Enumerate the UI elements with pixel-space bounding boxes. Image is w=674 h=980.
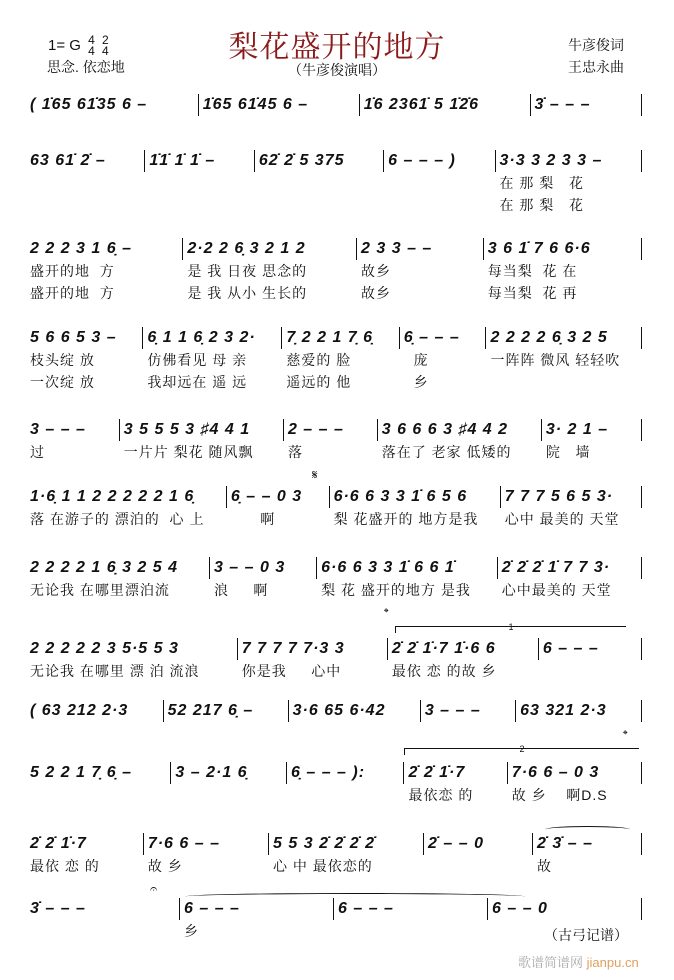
measure: [508, 762, 642, 806]
lyric-line: 心中 最美的 天堂: [504, 511, 620, 527]
lyric-line: [384, 194, 495, 216]
measure: [164, 700, 289, 722]
lyric-line: 落: [287, 444, 303, 460]
volta-bracket-1: [395, 622, 626, 633]
lyric-line: 最依恋 的: [408, 787, 474, 803]
lyric-line: 我却远在 遥 远: [147, 374, 248, 390]
measure: [30, 762, 171, 806]
measure-notes: 2̇ 2̇ 1̇·7: [404, 762, 507, 784]
measure: [289, 700, 421, 722]
lyric-line: [424, 855, 533, 877]
lyric-line: [539, 660, 642, 682]
measure-notes: 6̣ – – 0 3: [227, 486, 330, 508]
measure: [269, 833, 424, 877]
measure-notes: 7 7 7 7 7·3 3: [238, 638, 388, 660]
measure-notes: 1̇65 61̇45 6 –: [199, 94, 360, 116]
lyric-line: [145, 172, 254, 194]
measure: [30, 486, 227, 530]
measure-notes: 2̇ 2̇ 2̇ 1̇ 7 7 3·: [498, 557, 642, 579]
measure-notes: 7 7 7 5 6 5 3·: [501, 486, 642, 508]
score-row: [30, 762, 642, 806]
measure: [516, 700, 642, 722]
measure-notes: 3 6 6 6 3 ♯4 4 2: [378, 419, 542, 441]
lyric-line: 庞: [403, 352, 429, 368]
lyric-line: 浪 啊: [213, 582, 269, 598]
measure: [486, 327, 642, 393]
lyric-line: 心 中 最依恋的: [273, 858, 373, 874]
lyric-line: 仿佛看见 母 亲: [147, 352, 248, 368]
measure: [30, 638, 238, 682]
measure-notes: 3 – – 0 3: [210, 557, 317, 579]
song-title: 梨花盛开的地方: [228, 30, 446, 65]
measure-notes: 2·2 2 6̣ 3 2 1 2: [183, 238, 357, 260]
lyric-line: 无论我 在哪里 漂 泊 流浪: [30, 663, 200, 679]
time-signature-2-4: [102, 35, 109, 57]
measure-notes: 2̇ 2̇ 1̇·7 1̇·6 6: [388, 638, 539, 660]
lyric-line: 故 乡 啊D.S: [511, 787, 608, 803]
lyric-line: [30, 920, 180, 942]
measure: [210, 557, 317, 601]
key-signature: [48, 35, 109, 57]
measure-notes: 6·6 6 3 3 1̇ 6 6 1̇: [317, 557, 498, 579]
lyric-line: 一次绽 放: [30, 374, 95, 390]
measure: [30, 327, 143, 393]
measure-notes: 1̇6 2361̇ 5 1̇2̇6: [360, 94, 531, 116]
measure-notes: 3·3 3 2 3 3 –: [496, 150, 643, 172]
measure: [30, 419, 120, 463]
time-num: 2: [101, 33, 109, 47]
measure: [120, 419, 284, 463]
watermark-text: 歌谱简谱网: [518, 955, 584, 970]
measure-notes: 3 5 5 5 3 ♯4 4 1: [120, 419, 284, 441]
measure: [496, 150, 643, 216]
measure-notes: 3 – – –: [30, 419, 120, 441]
measure-notes: 62̇ 2̇ 5 375: [255, 150, 384, 172]
measure: [400, 327, 487, 393]
volta-bracket-2: [404, 744, 639, 755]
measure: [171, 762, 287, 806]
lyric-line: 落 在游子的 漂泊的 心 上: [30, 511, 205, 527]
lyric-line: 你是我 心中: [241, 663, 342, 679]
measure-notes: 3 6 1̇ 7 6 6·6: [484, 238, 642, 260]
coda-icon: 𝄌: [623, 727, 628, 742]
time-den: 4: [101, 44, 109, 58]
measure: [360, 94, 531, 116]
segno-icon: 𝄋: [312, 467, 318, 482]
score-row: [30, 419, 642, 463]
lyric-line: 最依 恋 的故 乡: [391, 663, 497, 679]
measure: [255, 150, 384, 216]
lyric-line: [30, 172, 145, 194]
score-row: [30, 150, 642, 216]
measure-notes: 6̣ 1 1 6̣ 2 3 2·: [143, 327, 282, 349]
score-row: [30, 833, 642, 877]
measure-notes: 2 3 3 – –: [357, 238, 484, 260]
score-row: [30, 486, 642, 530]
measure-notes: 1·6̣ 1 1 2 2 2 2 2 1 6̣: [30, 486, 227, 508]
measure-notes: 2̇ 3̇ – –: [533, 833, 642, 855]
measure: [145, 150, 254, 216]
measure: [384, 150, 495, 216]
lyric-line: 故: [537, 858, 553, 874]
lyric-line: 在 那 梨 花: [499, 175, 584, 191]
measure-notes: 3· 2 1 –: [542, 419, 642, 441]
measure: [284, 419, 378, 463]
measure-notes: 3 – – –: [421, 700, 516, 722]
measure-notes: 6 – – –: [334, 898, 488, 920]
measure: [183, 238, 357, 304]
lyric-line: [334, 920, 488, 942]
measure-notes: 2 2 2 2 2 3 5·5 5 3: [30, 638, 238, 660]
lyric-line: 心中最美的 天堂: [501, 582, 612, 598]
composer-credit: 王忠永曲: [568, 59, 624, 75]
measure-notes: 2 2 2 3 1 6̣ –: [30, 238, 183, 260]
measure: [199, 94, 360, 116]
measure-notes: ( 1̇65 61̇35 6 –: [30, 94, 199, 116]
measure-notes: 3̇ – – –: [531, 94, 642, 116]
volta-number: 1: [508, 622, 514, 632]
measure-notes: 5 6 6 5 3 –: [30, 327, 143, 349]
lyric-line: [30, 194, 145, 216]
lyric-line: 慈爱的 脸: [286, 352, 352, 368]
measure-notes: 7·6 6 – 0 3: [508, 762, 642, 784]
measure: [531, 94, 642, 116]
volta-number: 2: [519, 744, 525, 754]
lyric-line: [486, 371, 642, 393]
measure-notes: ( 63 212 2·3: [30, 700, 164, 722]
measure: [287, 762, 404, 806]
measure: [30, 833, 144, 877]
lyric-line: 盛开的地 方: [30, 285, 115, 301]
coda-icon: 𝄌: [384, 605, 389, 620]
lyric-line: 落在了 老家 低矮的: [381, 444, 512, 460]
measure: [180, 898, 334, 942]
measure: [484, 238, 642, 304]
measure: [357, 238, 484, 304]
lyric-line: 每当梨 花 在: [487, 263, 578, 279]
score-row: [30, 638, 642, 682]
measure: [143, 327, 282, 393]
lyric-line: 故乡: [361, 285, 392, 301]
lyric-line: 无论我 在哪里漂泊流: [30, 582, 170, 598]
expression-mark: 思念. 依恋地: [47, 59, 125, 75]
measure-notes: 6̣ – – –: [400, 327, 487, 349]
measure-notes: 2 – – –: [284, 419, 378, 441]
measure: [498, 557, 642, 601]
lyric-line: 乡: [184, 923, 199, 939]
measure-notes: 5 2 2 1 7̣ 6̣ –: [30, 762, 171, 784]
lyric-line: 最依 恋 的: [30, 858, 100, 874]
lyric-line: 梨 花盛开的 地方是我: [333, 511, 479, 527]
measure: [144, 833, 269, 877]
measure: [533, 833, 642, 877]
lyric-line: 在 那 梨 花: [499, 197, 584, 213]
measure-notes: 2 2 2 2 1 6̣ 3 2 5 4: [30, 557, 210, 579]
measure-notes: 6 – – –: [180, 898, 334, 920]
lyric-line: [287, 784, 404, 806]
time-den: 4: [88, 44, 95, 58]
lyric-line: 一片片 梨花 随风飘: [123, 444, 254, 460]
time-num: 4: [88, 33, 95, 47]
measure: [30, 238, 183, 304]
lyric-line: 一阵阵 微风 轻轻吹: [490, 352, 621, 368]
measure-notes: 6̣ – – – ):: [287, 762, 404, 784]
lyric-line: [255, 194, 384, 216]
lyric-line: [171, 784, 287, 806]
lyric-line: 是 我 日夜 思念的: [187, 263, 308, 279]
measure: [542, 419, 642, 463]
lyric-line: 枝头绽 放: [30, 352, 95, 368]
measure-notes: 52 217 6̣ –: [164, 700, 289, 722]
lyric-line: 梨 花 盛开的地方 是我: [321, 582, 471, 598]
measure-notes: 6·6 6 3 3 1̇ 6 5 6: [330, 486, 501, 508]
lyric-line: [384, 172, 495, 194]
measure: [330, 486, 501, 530]
measure: [424, 833, 533, 877]
score-row: [30, 700, 642, 722]
measure: [30, 700, 164, 722]
lyric-line: 啊: [230, 511, 276, 527]
measure: [317, 557, 498, 601]
measure-notes: 7·6 6 – –: [144, 833, 269, 855]
measure: [388, 638, 539, 682]
key-label: 1= G: [48, 36, 81, 54]
lyric-line: 故 乡: [147, 858, 183, 874]
lyric-line: 是 我 从小 生长的: [187, 285, 308, 301]
lyric-line: 每当梨 花 再: [487, 285, 578, 301]
fermata-icon: 𝄐: [150, 881, 158, 896]
tie-slur: [545, 826, 630, 833]
lyricist-credit: 牛彦俊词: [568, 37, 624, 53]
lyric-line: [145, 194, 254, 216]
measure: [30, 557, 210, 601]
lyric-line: [255, 172, 384, 194]
watermark-url: jianpu.cn: [586, 955, 639, 970]
measure: [378, 419, 542, 463]
measure: [282, 327, 399, 393]
measure: [238, 638, 388, 682]
lyric-line: 盛开的地 方: [30, 263, 115, 279]
score-row: [30, 557, 642, 601]
lyric-line: 过: [30, 444, 45, 460]
measure-notes: 3·6 65 6·42: [289, 700, 421, 722]
measure-notes: 3 – 2·1 6̣: [171, 762, 287, 784]
measure-notes: 2̇ – – 0: [424, 833, 533, 855]
lyric-line: 遥远的 他: [286, 374, 352, 390]
measure-notes: 6 – – –: [539, 638, 642, 660]
measure-notes: 3̇ – – –: [30, 898, 180, 920]
lyric-line: 院 墙: [545, 444, 591, 460]
measure-notes: 2̇ 2̇ 1̇·7: [30, 833, 144, 855]
watermark: [518, 952, 639, 971]
measure-notes: 2 2 2 2 6̣ 3 2 5: [486, 327, 642, 349]
measure-notes: 63 321 2·3: [516, 700, 642, 722]
lyric-line: 故乡: [361, 263, 392, 279]
measure-notes: 1̇1̇ 1̇ 1̇ –: [145, 150, 254, 172]
measure: [421, 700, 516, 722]
lyric-line: 乡: [403, 374, 429, 390]
score-row: [30, 238, 642, 304]
lyric-line: [30, 784, 171, 806]
transcriber-credit: （古弓记谱）: [544, 927, 628, 943]
measure: [30, 898, 180, 942]
measure: [404, 762, 507, 806]
measure-notes: 7̣ 2 2 1 7̣ 6̣: [282, 327, 399, 349]
measure-notes: 63 61̇ 2̇ –: [30, 150, 145, 172]
measure-notes: 6 – – 0: [488, 898, 642, 920]
measure-notes: 6 – – – ): [384, 150, 495, 172]
score-row: [30, 327, 642, 393]
measure: [501, 486, 642, 530]
measure: [227, 486, 330, 530]
measure: [334, 898, 488, 942]
measure: [30, 94, 199, 116]
measure: [30, 150, 145, 216]
singer-credit: （牛彦俊演唱）: [288, 62, 386, 78]
measure: [539, 638, 642, 682]
score-row: [30, 94, 642, 116]
measure-notes: 5 5 3 2̇ 2̇ 2̇ 2̇: [269, 833, 424, 855]
time-signature-4-4: [88, 35, 95, 57]
